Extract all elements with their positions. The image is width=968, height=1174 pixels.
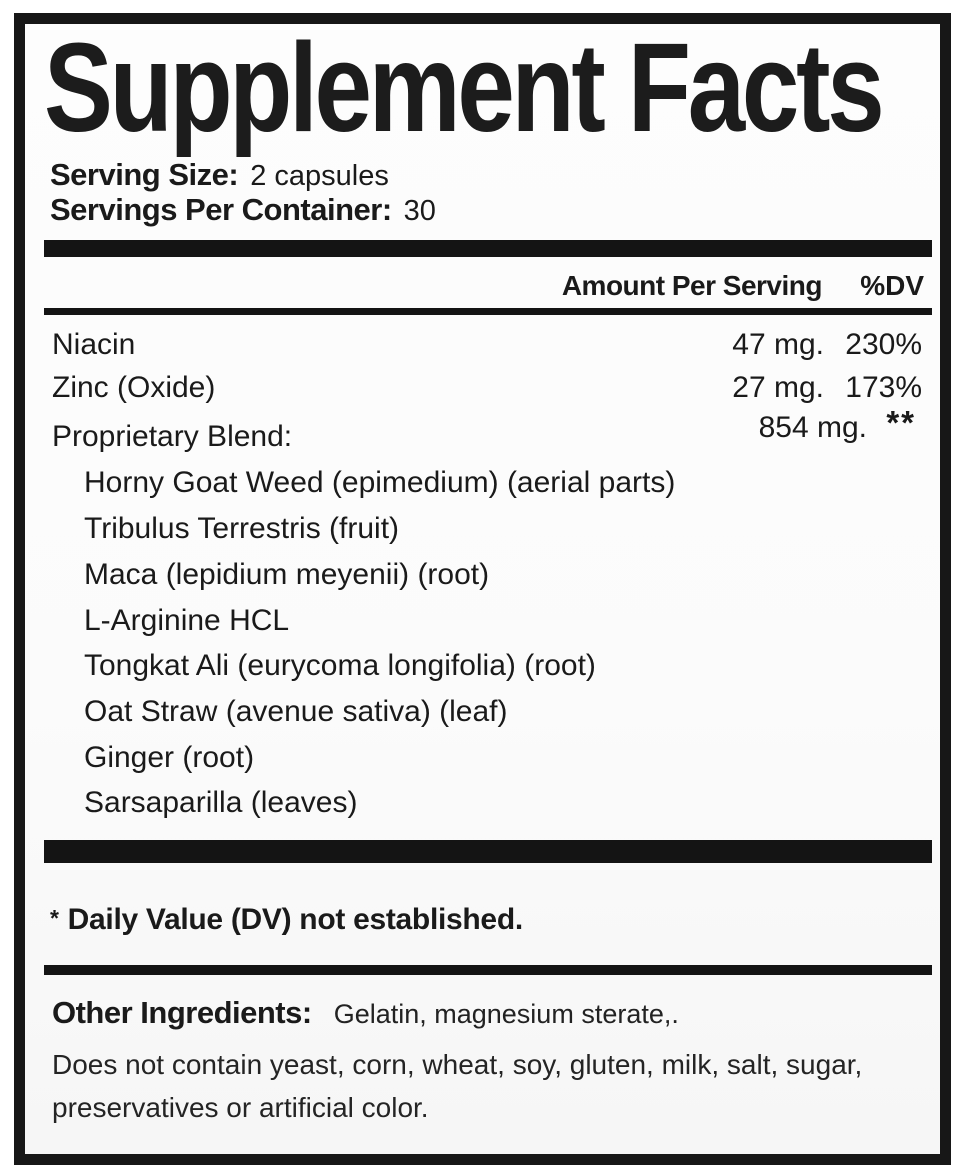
divider-thick-middle — [44, 840, 932, 863]
disclaimer-line-1: Does not contain yeast, corn, wheat, soy, gluten, milk, salt, sugar, — [52, 1049, 863, 1080]
blend-ingredient-row — [0, 692, 968, 732]
nutrient-name: Proprietary Blend: — [52, 420, 293, 453]
blend-ingredient-name: Oat Straw (avenue sativa) (leaf) — [84, 695, 508, 728]
percent-dv-header: %DV — [860, 270, 924, 301]
page-title: Supplement Facts — [44, 17, 882, 158]
blend-ingredient-row — [0, 509, 968, 549]
header-rule — [44, 308, 932, 315]
servings-per-container-label: Servings Per Container: — [50, 192, 392, 227]
nutrient-amount: 854 mg. — [758, 411, 867, 444]
nutrient-amount: 47 mg. — [732, 328, 824, 361]
nutrient-name: Zinc (Oxide) — [52, 371, 216, 404]
blend-ingredient-name: Horny Goat Weed (epimedium) (aerial parts) — [84, 466, 676, 499]
nutrient-row-zinc — [0, 368, 968, 408]
blend-ingredient-row — [0, 555, 968, 595]
nutrient-dv-asterisks: ** — [886, 404, 916, 441]
other-ingredients-value: Gelatin, magnesium sterate,. — [333, 999, 679, 1029]
servings-per-container-value: 30 — [403, 195, 436, 227]
blend-ingredient-name: Sarsaparilla (leaves) — [84, 786, 358, 819]
blend-ingredient-row — [0, 601, 968, 641]
amount-per-serving-header: Amount Per Serving — [561, 270, 822, 301]
other-ingredients-label: Other Ingredients: — [52, 995, 312, 1030]
blend-ingredient-name: Ginger (root) — [84, 741, 255, 774]
column-header-row — [0, 268, 968, 304]
serving-size-value: 2 capsules — [250, 160, 389, 192]
nutrient-name: Niacin — [52, 328, 136, 361]
blend-ingredient-row — [0, 783, 968, 823]
servings-per-container-row — [50, 192, 436, 228]
footnote-text: Daily Value (DV) not established. — [67, 903, 523, 936]
divider-thin-bottom — [44, 965, 932, 975]
blend-ingredient-row — [0, 738, 968, 778]
footnote-asterisk: * — [50, 905, 59, 931]
divider-thick-top — [44, 240, 932, 257]
blend-ingredient-name: L-Arginine HCL — [84, 604, 290, 637]
dv-footnote — [50, 899, 523, 937]
serving-size-label: Serving Size: — [50, 157, 239, 192]
nutrient-dv: 230% — [845, 328, 922, 361]
other-ingredients-row — [52, 994, 679, 1032]
nutrient-amount: 27 mg. — [732, 371, 824, 404]
blend-ingredient-name: Tribulus Terrestris (fruit) — [84, 512, 400, 545]
serving-size-row — [50, 157, 389, 193]
blend-ingredient-name: Maca (lepidium meyenii) (root) — [84, 558, 490, 591]
nutrient-row-proprietary-blend — [0, 404, 968, 457]
disclaimer-line-2: preservatives or artificial color. — [52, 1092, 429, 1123]
blend-ingredient-row — [0, 463, 968, 503]
blend-ingredient-row — [0, 646, 968, 686]
nutrient-row-niacin — [0, 325, 968, 365]
nutrient-dv: 173% — [845, 371, 922, 404]
blend-ingredient-name: Tongkat Ali (eurycoma longifolia) (root) — [84, 649, 596, 682]
